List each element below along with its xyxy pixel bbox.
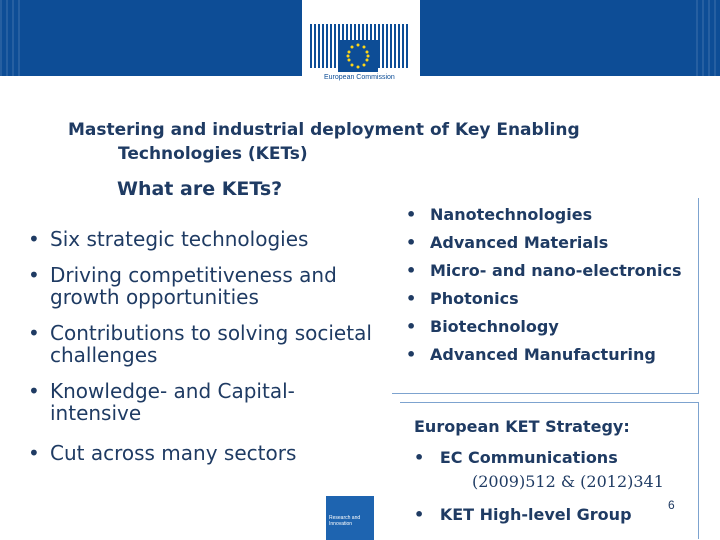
item-text: Cut across many sectors bbox=[50, 441, 297, 465]
page-number: 6 bbox=[668, 498, 675, 512]
research-innovation-logo bbox=[326, 496, 374, 540]
item-text: Biotechnology bbox=[430, 317, 559, 336]
eu-flag-icon bbox=[338, 40, 378, 72]
item-text: Nanotechnologies bbox=[430, 205, 593, 224]
list-item bbox=[406, 234, 696, 252]
decorative-stripes bbox=[696, 0, 720, 76]
bullet-icon: • bbox=[406, 233, 417, 252]
strategy-item-hlg bbox=[414, 505, 632, 524]
bullet-icon: • bbox=[414, 505, 425, 524]
item-text: Advanced Manufacturing bbox=[430, 345, 656, 364]
list-item bbox=[28, 228, 373, 250]
list-item bbox=[28, 380, 373, 424]
item-text: Photonics bbox=[430, 289, 519, 308]
slide-title bbox=[68, 118, 688, 166]
logo-text: Research and Innovation bbox=[329, 515, 361, 527]
item-text: Advanced Materials bbox=[430, 233, 609, 252]
bullet-icon: • bbox=[406, 345, 417, 364]
bullet-icon: • bbox=[414, 448, 425, 467]
strategy-title: European KET Strategy: bbox=[414, 417, 630, 436]
bullet-icon: • bbox=[406, 317, 417, 336]
strategy-item-communications bbox=[414, 448, 618, 467]
list-item bbox=[28, 442, 373, 464]
item-text: EC Communications bbox=[439, 448, 618, 467]
characteristics-list bbox=[28, 228, 373, 478]
item-text: Knowledge- and Capital-intensive bbox=[50, 379, 295, 425]
item-text: Micro- and nano-electronics bbox=[430, 261, 682, 280]
communication-reference: (2009)512 & (2012)341 bbox=[472, 472, 664, 491]
bullet-icon: • bbox=[406, 205, 417, 224]
european-commission-logo bbox=[302, 0, 420, 100]
section-heading: What are KETs? bbox=[117, 178, 283, 200]
list-item bbox=[28, 264, 373, 308]
bullet-icon: • bbox=[406, 289, 417, 308]
bullet-icon: • bbox=[28, 441, 40, 465]
item-text: Driving competitiveness and growth opportunities bbox=[50, 263, 337, 309]
bullet-icon: • bbox=[28, 321, 40, 345]
bullet-icon: • bbox=[28, 379, 40, 403]
item-text: Contributions to solving societal challenges bbox=[50, 321, 372, 367]
list-item bbox=[406, 290, 696, 308]
item-text: Six strategic technologies bbox=[50, 227, 309, 251]
list-item bbox=[406, 318, 696, 336]
list-item bbox=[406, 346, 696, 364]
list-item bbox=[28, 322, 373, 366]
decorative-stripes bbox=[0, 0, 24, 76]
item-text: KET High-level Group bbox=[439, 505, 632, 524]
list-item bbox=[406, 262, 696, 280]
title-line-2: Technologies (KETs) bbox=[118, 144, 308, 164]
bullet-icon: • bbox=[28, 263, 40, 287]
technologies-list bbox=[406, 206, 696, 374]
bullet-icon: • bbox=[406, 261, 417, 280]
title-line-1: Mastering and industrial deployment of Key Enabling bbox=[68, 120, 580, 140]
list-item bbox=[406, 206, 696, 224]
logo-text: European Commission bbox=[324, 74, 395, 81]
bullet-icon: • bbox=[28, 227, 40, 251]
